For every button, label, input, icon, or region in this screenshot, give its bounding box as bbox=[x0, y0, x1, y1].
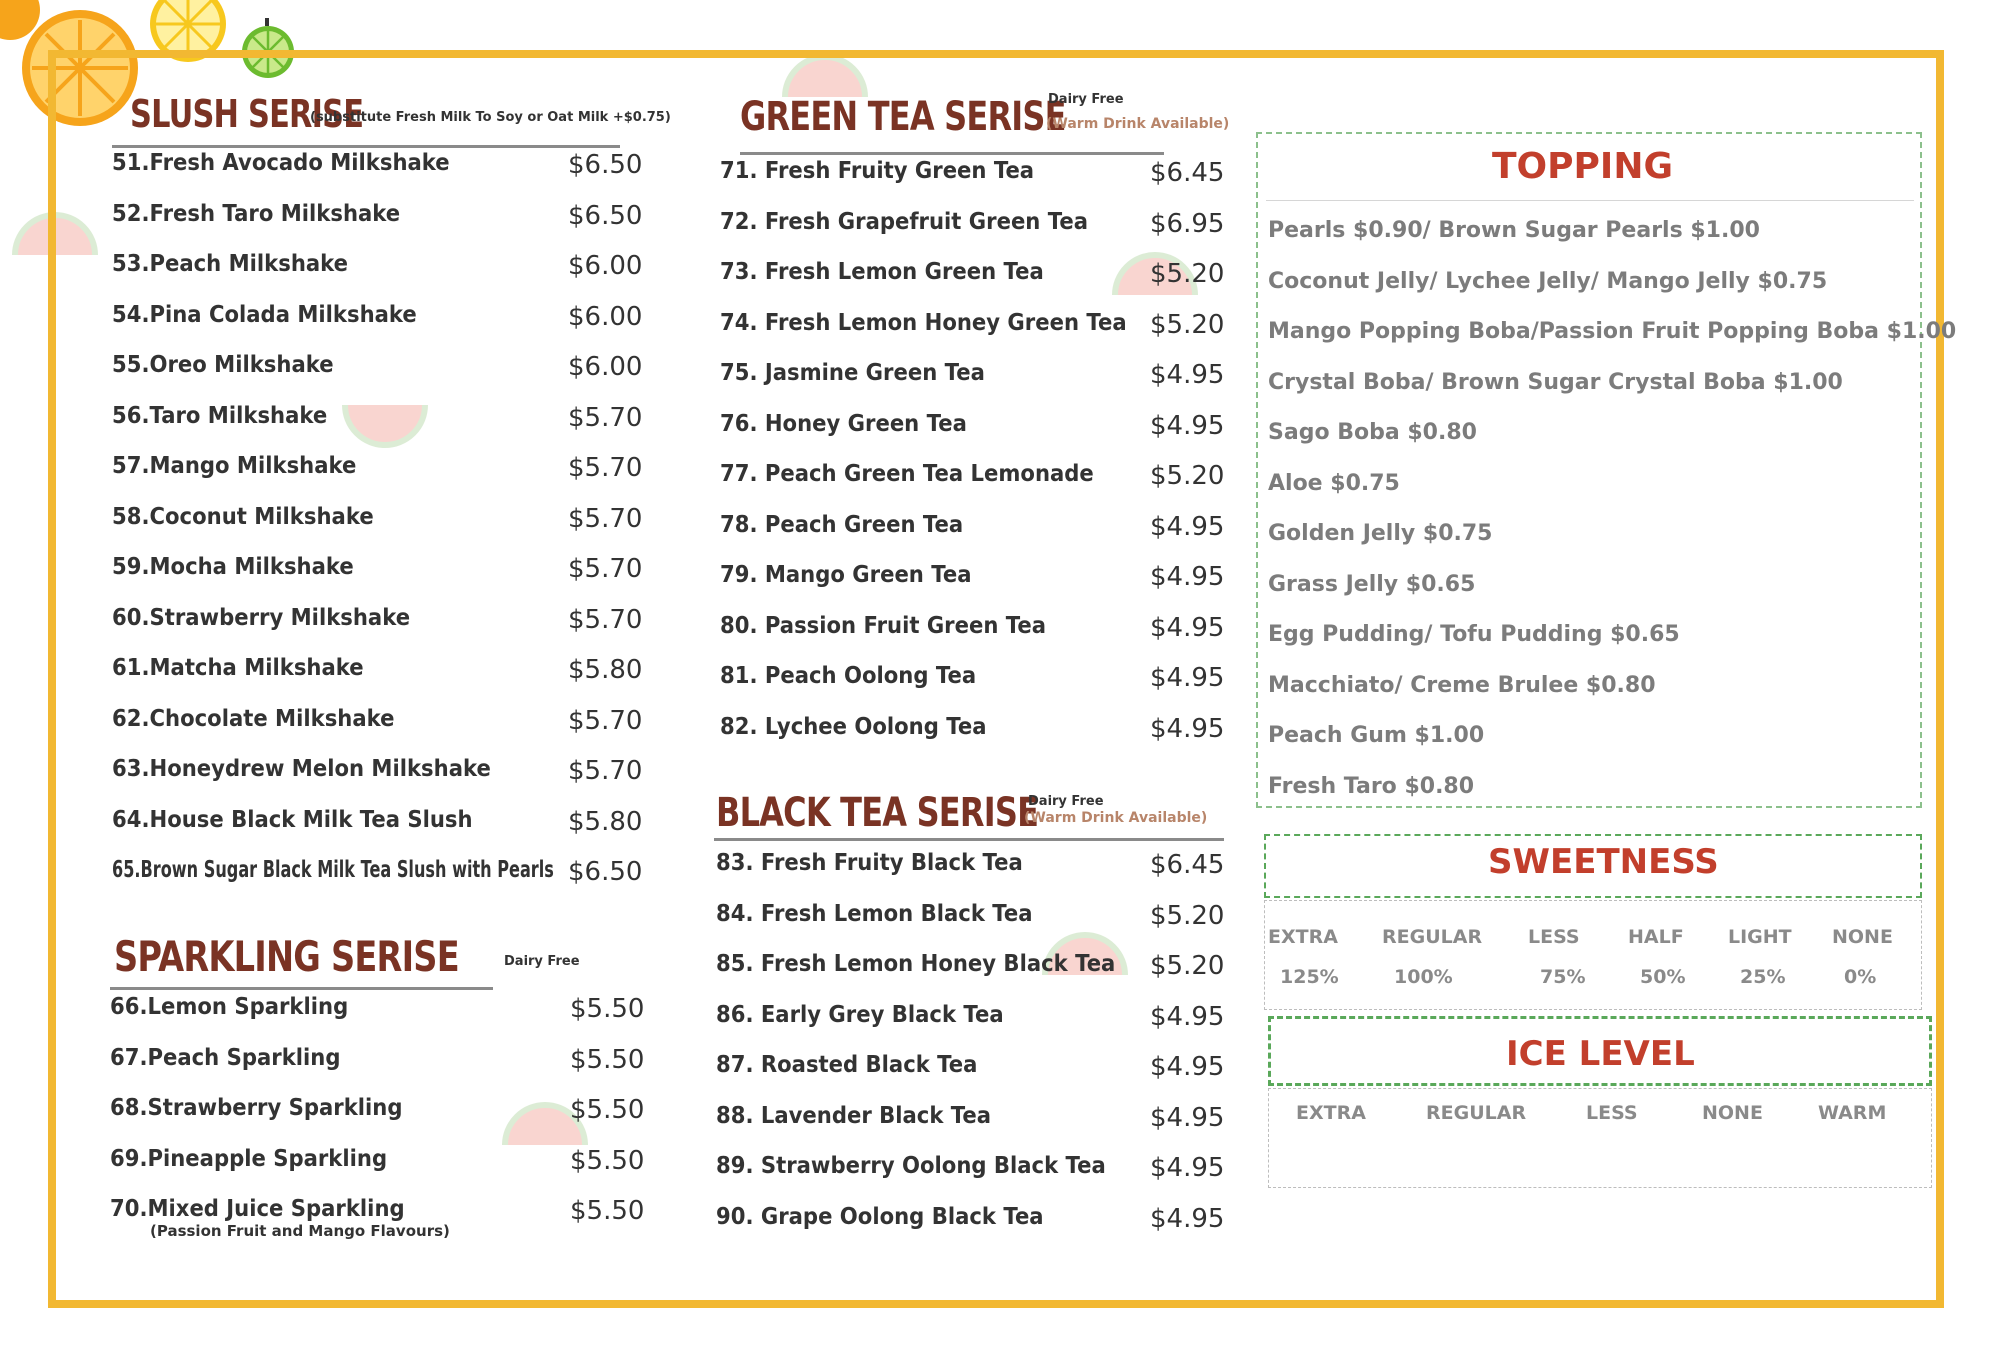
menu-item-row bbox=[112, 403, 648, 443]
menu-item-name: 78. Peach Green Tea bbox=[720, 511, 964, 538]
menu-item-name: 72. Fresh Grapefruit Green Tea bbox=[720, 208, 1088, 235]
menu-item-name: 80. Passion Fruit Green Tea bbox=[720, 612, 1047, 639]
sweetness-level-value: 25% bbox=[1740, 966, 1786, 988]
menu-item-name: 67.Peach Sparkling bbox=[110, 1044, 341, 1071]
ice-level-label: NONE bbox=[1702, 1102, 1763, 1124]
menu-item-price: $5.20 bbox=[1150, 461, 1225, 491]
topping-item: Macchiato/ Creme Brulee $0.80 bbox=[1268, 672, 1656, 698]
menu-item-price: $5.70 bbox=[568, 756, 643, 786]
menu-item-price: $5.20 bbox=[1150, 309, 1225, 340]
menu-item-name: 90. Grape Oolong Black Tea bbox=[716, 1203, 1044, 1230]
orange-slice-small-icon bbox=[0, 0, 42, 42]
menu-item-price: $4.95 bbox=[1150, 612, 1225, 643]
menu-item-price: $5.50 bbox=[570, 1095, 645, 1125]
menu-item-row bbox=[720, 663, 1230, 703]
menu-item-row bbox=[716, 951, 1230, 991]
menu-item-row bbox=[720, 310, 1230, 350]
slush-note: (substitute Fresh Milk To Soy or Oat Milk +$0.75) bbox=[310, 110, 671, 125]
menu-item-row bbox=[110, 1095, 650, 1135]
topping-title: TOPPING bbox=[1492, 146, 1674, 187]
menu-item-price: $5.80 bbox=[568, 655, 643, 685]
sweetness-level-label: REGULAR bbox=[1382, 926, 1483, 948]
menu-item-price: $4.95 bbox=[1150, 1102, 1225, 1133]
sweetness-level-label: LESS bbox=[1528, 926, 1580, 948]
menu-item-name: 88. Lavender Black Tea bbox=[716, 1102, 992, 1129]
slush-divider bbox=[112, 145, 620, 148]
menu-item-price: $6.00 bbox=[568, 251, 643, 281]
topping-divider bbox=[1266, 200, 1914, 201]
menu-item-name: 81. Peach Oolong Tea bbox=[720, 663, 977, 689]
menu-item-name: 77. Peach Green Tea Lemonade bbox=[720, 461, 1094, 487]
menu-item-row bbox=[716, 1002, 1230, 1042]
menu-item-price: $5.20 bbox=[1150, 951, 1225, 981]
menu-item-price: $6.00 bbox=[568, 301, 643, 332]
topping-item: Crystal Boba/ Brown Sugar Crystal Boba $1.00 bbox=[1268, 369, 1843, 395]
menu-item-name: 76. Honey Green Tea bbox=[720, 410, 967, 437]
menu-item-name: 61.Matcha Milkshake bbox=[112, 655, 364, 681]
menu-item-price: $6.45 bbox=[1150, 158, 1225, 188]
topping-item: Peach Gum $1.00 bbox=[1268, 723, 1485, 748]
menu-item-row bbox=[716, 1153, 1230, 1193]
menu-item-row bbox=[110, 1146, 650, 1186]
menu-item-price: $6.50 bbox=[568, 150, 643, 180]
menu-item-row bbox=[112, 352, 648, 392]
menu-item-name: 84. Fresh Lemon Black Tea bbox=[716, 900, 1033, 927]
menu-item-name: 89. Strawberry Oolong Black Tea bbox=[716, 1153, 1106, 1179]
sweetness-level-value: 100% bbox=[1394, 966, 1453, 988]
menu-item-name: 86. Early Grey Black Tea bbox=[716, 1001, 1004, 1028]
menu-item-price: $4.95 bbox=[1150, 410, 1225, 441]
menu-item-row bbox=[112, 251, 648, 291]
topping-item: Fresh Taro $0.80 bbox=[1268, 773, 1475, 799]
menu-item-row bbox=[720, 714, 1230, 754]
menu-item-name: 69.Pineapple Sparkling bbox=[110, 1145, 388, 1172]
menu-item-price: $4.95 bbox=[1150, 511, 1225, 542]
black-tea-warm-note: (Warm Drink Available) bbox=[1024, 810, 1208, 826]
menu-item-name: 52.Fresh Taro Milkshake bbox=[112, 200, 401, 227]
menu-item-price: $5.20 bbox=[1150, 259, 1225, 289]
menu-item-row bbox=[720, 613, 1230, 653]
green-tea-divider bbox=[740, 152, 1164, 155]
menu-item-row bbox=[112, 655, 648, 695]
menu-item-row bbox=[112, 201, 648, 241]
menu-item-name: 75. Jasmine Green Tea bbox=[720, 360, 985, 386]
menu-item-price: $5.70 bbox=[568, 453, 643, 483]
sweetness-level-value: 0% bbox=[1844, 966, 1877, 988]
black-tea-note: Dairy Free bbox=[1028, 794, 1104, 809]
menu-item-name: 66.Lemon Sparkling bbox=[110, 994, 349, 1020]
sparkling-divider bbox=[110, 987, 493, 990]
menu-item-row bbox=[112, 150, 648, 190]
menu-item-row bbox=[716, 901, 1230, 941]
menu-item-row bbox=[112, 453, 648, 493]
menu-item-price: $5.50 bbox=[570, 1196, 645, 1226]
menu-item-price: $6.45 bbox=[1150, 850, 1225, 880]
menu-item-name: 68.Strawberry Sparkling bbox=[110, 1095, 403, 1121]
menu-item-price: $5.50 bbox=[570, 1044, 645, 1075]
menu-item-price: $5.50 bbox=[570, 994, 645, 1024]
topping-item: Grass Jelly $0.65 bbox=[1268, 571, 1476, 597]
menu-item-name: 79. Mango Green Tea bbox=[720, 562, 972, 588]
topping-item: Egg Pudding/ Tofu Pudding $0.65 bbox=[1268, 622, 1680, 647]
menu-item-price: $4.95 bbox=[1150, 1203, 1225, 1234]
green-tea-warm-note: (Warm Drink Available) bbox=[1046, 116, 1230, 132]
menu-item-name: 64.House Black Milk Tea Slush bbox=[112, 806, 473, 833]
menu-item-row bbox=[720, 461, 1230, 501]
menu-item-row bbox=[716, 850, 1230, 890]
sweetness-options-box bbox=[1264, 900, 1922, 1010]
menu-item-row bbox=[716, 1052, 1230, 1092]
menu-item-row bbox=[720, 562, 1230, 602]
topping-item: Coconut Jelly/ Lychee Jelly/ Mango Jelly $0.75 bbox=[1268, 268, 1828, 294]
sparkling-note: Dairy Free bbox=[504, 954, 580, 969]
menu-item-price: $6.50 bbox=[568, 200, 643, 231]
menu-item-row bbox=[112, 756, 648, 796]
menu-item-price: $4.95 bbox=[1150, 360, 1225, 390]
menu-item-name: 73. Fresh Lemon Green Tea bbox=[720, 259, 1044, 285]
menu-item-price: $6.00 bbox=[568, 352, 643, 382]
menu-item-name: 74. Fresh Lemon Honey Green Tea bbox=[720, 309, 1127, 336]
ice-level-label: EXTRA bbox=[1296, 1102, 1366, 1124]
menu-item-price: $4.95 bbox=[1150, 1052, 1225, 1082]
sweetness-level-label: LIGHT bbox=[1728, 926, 1792, 948]
menu-item-row bbox=[110, 1045, 650, 1085]
menu-item-row bbox=[112, 554, 648, 594]
menu-item-name: 70.Mixed Juice Sparkling bbox=[110, 1196, 405, 1222]
menu-item-name: 59.Mocha Milkshake bbox=[112, 554, 354, 580]
sweetness-level-value: 75% bbox=[1540, 966, 1586, 988]
sweetness-title: SWEETNESS bbox=[1488, 842, 1719, 882]
topping-item: Mango Popping Boba/Passion Fruit Popping Boba $1.00 bbox=[1268, 319, 1957, 344]
menu-item-row bbox=[720, 158, 1230, 198]
menu-item-name: 57.Mango Milkshake bbox=[112, 453, 357, 479]
menu-item-price: $5.80 bbox=[568, 806, 643, 837]
menu-item-price: $4.95 bbox=[1150, 663, 1225, 693]
menu-item-row bbox=[716, 1103, 1230, 1143]
green-tea-title: GREEN TEA SERISE bbox=[740, 94, 1066, 140]
menu-item-name: 63.Honeydrew Melon Milkshake bbox=[112, 756, 491, 782]
menu-item-name: 55.Oreo Milkshake bbox=[112, 352, 334, 378]
topping-item: Aloe $0.75 bbox=[1268, 470, 1400, 496]
topping-item: Pearls $0.90/ Brown Sugar Pearls $1.00 bbox=[1268, 218, 1760, 243]
menu-item-row bbox=[112, 605, 648, 645]
menu-item-price: $5.70 bbox=[568, 503, 643, 534]
sparkling-title: SPARKLING SERISE bbox=[114, 932, 459, 981]
menu-item-price: $4.95 bbox=[1150, 1001, 1225, 1032]
menu-item-name: 83. Fresh Fruity Black Tea bbox=[716, 850, 1023, 876]
sweetness-level-label: NONE bbox=[1832, 926, 1893, 948]
menu-item-price: $5.20 bbox=[1150, 900, 1225, 931]
menu-item-price: $4.95 bbox=[1150, 713, 1225, 744]
menu-item-name: 82. Lychee Oolong Tea bbox=[720, 713, 987, 740]
menu-item-name: 58.Coconut Milkshake bbox=[112, 503, 374, 530]
menu-item-price: $5.50 bbox=[570, 1145, 645, 1176]
ice-level-title: ICE LEVEL bbox=[1506, 1034, 1695, 1074]
slush-title: SLUSH SERISE bbox=[130, 92, 364, 136]
menu-item-price: $5.70 bbox=[568, 604, 643, 635]
menu-item-row bbox=[720, 360, 1230, 400]
menu-item-name: 65.Brown Sugar Black Milk Tea Slush with Pearls bbox=[112, 857, 554, 883]
green-tea-note: Dairy Free bbox=[1048, 92, 1124, 107]
menu-item-name: 54.Pina Colada Milkshake bbox=[112, 301, 417, 328]
menu-item-row bbox=[112, 857, 648, 897]
ice-level-label: REGULAR bbox=[1426, 1102, 1527, 1124]
menu-item-row bbox=[112, 302, 648, 342]
menu-item-row bbox=[110, 994, 650, 1034]
black-tea-title: BLACK TEA SERISE bbox=[716, 790, 1039, 836]
menu-item-name: 62.Chocolate Milkshake bbox=[112, 705, 395, 732]
sweetness-level-label: EXTRA bbox=[1268, 926, 1338, 948]
menu-item-price: $5.70 bbox=[568, 554, 643, 584]
menu-item-row bbox=[112, 706, 648, 746]
menu-item-price: $6.95 bbox=[1150, 208, 1225, 239]
menu-item-row bbox=[720, 259, 1230, 299]
sweetness-level-value: 50% bbox=[1640, 966, 1686, 988]
ice-level-label: LESS bbox=[1586, 1102, 1638, 1124]
menu-item-row bbox=[112, 504, 648, 544]
menu-item-name: 53.Peach Milkshake bbox=[112, 251, 349, 277]
menu-item-subtitle: (Passion Fruit and Mango Flavours) bbox=[150, 1222, 450, 1240]
menu-item-name: 87. Roasted Black Tea bbox=[716, 1052, 978, 1078]
topping-item: Golden Jelly $0.75 bbox=[1268, 521, 1493, 546]
menu-item-row bbox=[720, 512, 1230, 552]
menu-item-row bbox=[720, 411, 1230, 451]
menu-item-name: 51.Fresh Avocado Milkshake bbox=[112, 150, 450, 176]
ice-level-label: WARM bbox=[1818, 1102, 1887, 1124]
topping-item: Sago Boba $0.80 bbox=[1268, 420, 1477, 445]
menu-item-row bbox=[110, 1196, 650, 1240]
sweetness-level-label: HALF bbox=[1628, 926, 1684, 948]
menu-item-price: $4.95 bbox=[1150, 1153, 1225, 1183]
menu-item-row bbox=[720, 209, 1230, 249]
menu-item-name: 71. Fresh Fruity Green Tea bbox=[720, 158, 1035, 184]
menu-item-row bbox=[716, 1204, 1230, 1244]
menu-item-price: $5.70 bbox=[568, 402, 643, 433]
black-tea-divider bbox=[714, 838, 1224, 841]
menu-item-name: 56.Taro Milkshake bbox=[112, 402, 328, 429]
menu-item-price: $5.70 bbox=[568, 705, 643, 736]
menu-item-row bbox=[112, 807, 648, 847]
sweetness-level-value: 125% bbox=[1280, 966, 1339, 988]
menu-item-name: 60.Strawberry Milkshake bbox=[112, 604, 411, 631]
menu-item-name: 85. Fresh Lemon Honey Black Tea bbox=[716, 951, 1116, 977]
menu-item-price: $6.50 bbox=[568, 857, 643, 887]
menu-item-price: $4.95 bbox=[1150, 562, 1225, 592]
